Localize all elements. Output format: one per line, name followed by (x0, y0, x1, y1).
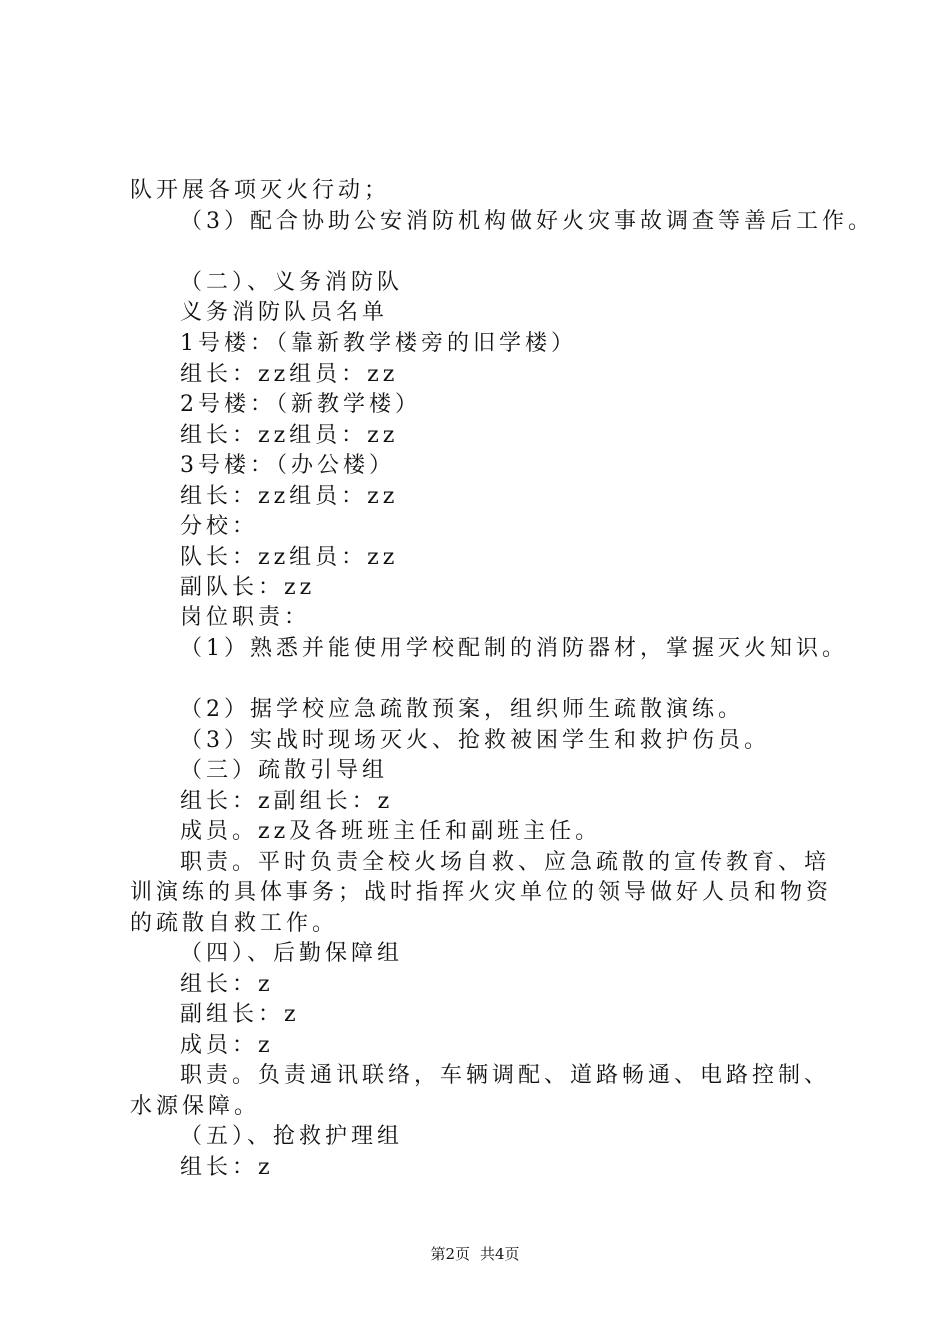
text-line: 的疏散自救工作。 (130, 911, 339, 936)
text-line: 水源保障。 (130, 1094, 261, 1119)
text-line: 职责。平时负责全校火场自救、应急疏散的宣传教育、培 (180, 850, 831, 875)
text-line: 成员。zz及各班班主任和副班主任。 (180, 819, 602, 844)
text-line: 训演练的具体事务；战时指挥火灾单位的领导做好人员和物资 (130, 880, 833, 905)
text-line: 3号楼：（办公楼） (180, 453, 395, 478)
section-heading: （二）、义务消防队 (180, 270, 404, 295)
section-heading: （三）疏散引导组 (180, 758, 389, 783)
text-line: 组长：z (180, 1155, 274, 1180)
text-line: 1号楼：（靠新教学楼旁的旧学楼） (180, 331, 577, 356)
page-total: 共4页 (480, 1245, 520, 1263)
text-line: 副队长：zz (180, 575, 316, 600)
page-number: 第2页 (430, 1245, 470, 1263)
text-line: （1）熟悉并能使用学校配制的消防器材，掌握灭火知识。 (180, 636, 848, 661)
text-line: 义务消防队员名单 (180, 300, 389, 325)
text-line: 成员：z (180, 1033, 274, 1058)
text-line: 2号楼：（新教学楼） (180, 392, 421, 417)
text-line: 队长：zz组员：zz (180, 545, 399, 570)
text-line: 分校： (180, 514, 259, 539)
text-line: 组长：zz组员：zz (180, 362, 399, 387)
section-heading: （五）、抢救护理组 (180, 1124, 404, 1149)
page-footer (0, 1244, 950, 1264)
text-line: 队开展各项灭火行动； (130, 178, 391, 203)
section-heading: （四）、后勤保障组 (180, 941, 404, 966)
text-line: 组长：z副组长：z (180, 789, 394, 814)
text-line: 组长：zz组员：zz (180, 484, 399, 509)
text-line: 组长：z (180, 972, 274, 997)
text-line: 职责。负责通讯联络，车辆调配、道路畅通、电路控制、 (180, 1063, 831, 1088)
text-line: （2）据学校应急疏散预案，组织师生疏散演练。 (180, 697, 744, 722)
text-line: （3）实战时现场灭火、抢救被困学生和救护伤员。 (180, 728, 770, 753)
text-line: 岗位职责： (180, 605, 311, 630)
text-line: （3）配合协助公安消防机构做好火灾事故调查等善后工作。 (180, 209, 874, 234)
text-line: 副组长：z (180, 1002, 300, 1027)
text-line: 组长：zz组员：zz (180, 423, 399, 448)
